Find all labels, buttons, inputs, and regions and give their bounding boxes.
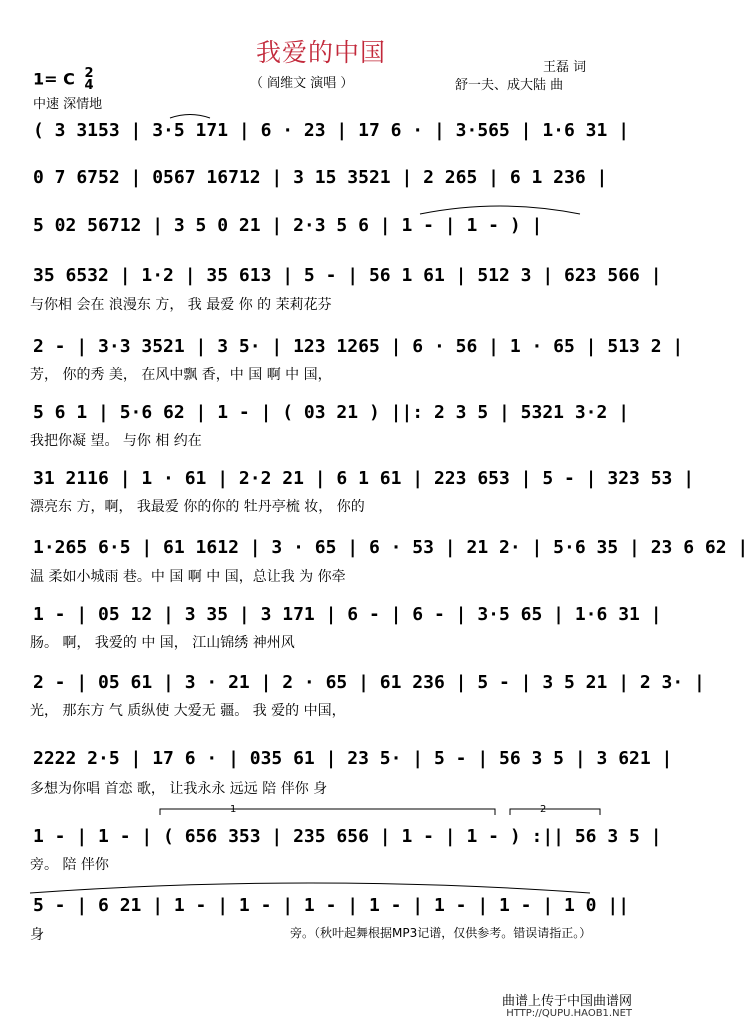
lyric-line-7: 漂亮东 方，啊， 我最爱 你的你的 牡丹亭梳 妆， 你的 [30, 499, 365, 515]
lyric-line-8: 温 柔如小城雨 巷。中 国 啊 中 国，总让我 为 你牵 [30, 569, 346, 585]
score-line-4: 35 6532 | 1·2 | 35 613 | 5 - | 56 1 61 | 512 3 | 623 566 | [33, 265, 662, 286]
lyric-line-6: 我把你凝 望。 与你 相 约在 [30, 433, 202, 449]
end-note: 旁。（秋叶起舞根据MP3记谱，仅供参考。错误请指正。） [290, 926, 592, 940]
score-line-7: 31 2116 | 1 · 61 | 2·2 21 | 6 1 61 | 223 653 | 5 - | 323 53 | [33, 468, 695, 489]
tempo-marking: 中速 深情地 [33, 97, 103, 112]
footer-url: HTTP://QUPU.HAOB1.NET [506, 1008, 632, 1019]
lyric-line-5: 芳， 你的秀 美， 在风中飘 香，中 国 啊 中 国， [30, 367, 332, 383]
volta-2-label: 2 [540, 804, 547, 815]
key-label: 1= C [33, 69, 75, 89]
score-line-10: 2 - | 05 61 | 3 · 21 | 2 · 65 | 61 236 | 5 - | 3 5 21 | 2 3· | [33, 672, 705, 693]
song-title: 我爱的中国 [255, 38, 386, 67]
singer-credit: （ 阎维文 演唱 ） [250, 76, 354, 91]
lyric-line-11: 多想为你唱 首恋 歌， 让我永永 远远 陪 伴你 身 [30, 781, 328, 797]
time-denominator: 4 [84, 78, 94, 93]
lyricist-credit: 王磊 词 [543, 60, 587, 75]
lyric-line-9: 肠。 啊， 我爱的 中 国， 江山锦绣 神州风 [30, 635, 295, 651]
lyric-line-10: 光， 那东方 气 质纵使 大爱无 疆。 我 爱的 中国， [30, 703, 346, 719]
score-line-11: 2222 2·5 | 17 6 · | 035 61 | 23 5· | 5 - | 56 3 5 | 3 621 | [33, 748, 673, 769]
score-line-1: ( 3 3153 | 3·5 171 | 6 · 23 | 17 6 · | 3·565 | 1·6 31 | [33, 120, 630, 141]
score-line-8: 1·265 6·5 | 61 1612 | 3 · 65 | 6 · 53 | 21 2· | 5·6 35 | 23 6 62 | [33, 537, 748, 558]
lyric-line-12: 旁。 陪 伴你 [30, 857, 109, 873]
composer-credit: 舒一夫、成大陆 曲 [455, 78, 564, 93]
score-line-5: 2 - | 3·3 3521 | 3 5· | 123 1265 | 6 · 56 | 1 · 65 | 513 2 | [33, 336, 684, 357]
score-line-3: 5 02 56712 | 3 5 0 21 | 2·3 5 6 | 1 - | 1 - ) | [33, 215, 543, 236]
score-line-9: 1 - | 05 12 | 3 35 | 3 171 | 6 - | 6 - | 3·5 65 | 1·6 31 | [33, 604, 662, 625]
volta-1-label: 1 [230, 804, 237, 815]
time-numerator: 2 [84, 66, 94, 81]
score-line-6: 5 6 1 | 5·6 62 | 1 - | ( 03 21 ) ||: 2 3 5 | 5321 3·2 | [33, 402, 630, 423]
score-line-2: 0 7 6752 | 0567 16712 | 3 15 3521 | 2 265 | 6 1 236 | [33, 167, 608, 188]
score-line-12: 1 - | 1 - | ( 656 353 | 235 656 | 1 - | 1 - ) :|| 56 3 5 | [33, 826, 662, 847]
lyric-line-13: 身 [30, 927, 44, 943]
score-line-13: 5 - | 6 21 | 1 - | 1 - | 1 - | 1 - | 1 - | 1 - | 1 0 || [33, 895, 630, 916]
lyric-line-4: 与你相 会在 浪漫东 方， 我 最爱 你 的 茉莉花芬 [30, 297, 332, 313]
footer-site: 曲谱上传于中国曲谱网 [501, 994, 632, 1009]
